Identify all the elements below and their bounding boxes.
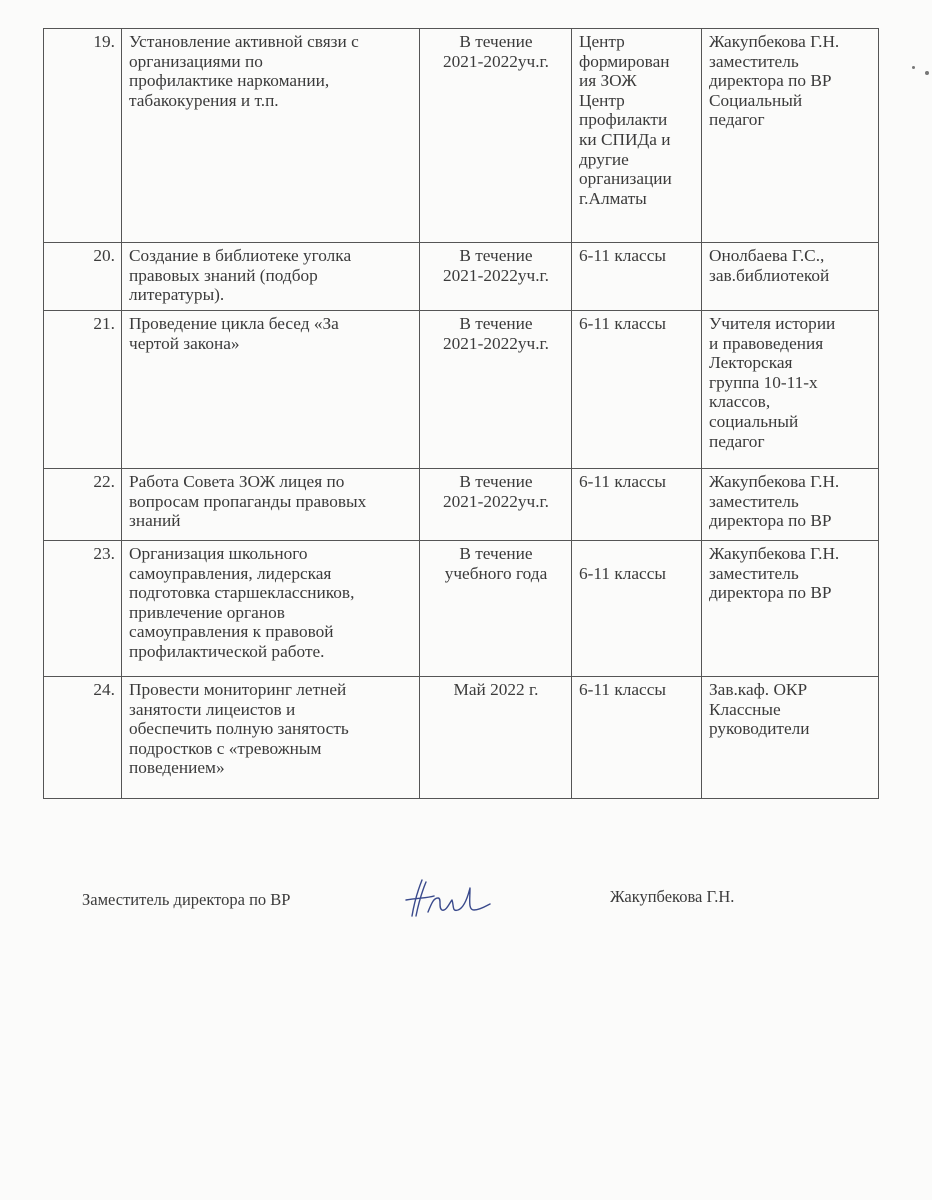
cell-line: организации [579,169,672,189]
participants-cell [572,29,702,243]
cell-line: Проведение цикла бесед «За [129,314,339,333]
activity-plan-table [43,28,879,799]
participants-cell [572,469,702,541]
term-cell [420,541,572,677]
cell-line: Центр [579,90,625,110]
cell-line: профилактике наркомании, [129,71,330,91]
cell-line: В течение [459,544,533,563]
row-number: 21. [44,311,122,469]
cell-line: В течение [459,472,533,491]
cell-line: учебного года [444,563,548,583]
cell-line: 6-11 классы [579,246,666,265]
activity-cell [122,311,420,469]
cell-line: 6-11 классы [579,472,666,491]
cell-line: руководители [709,719,810,739]
row-number: 20. [44,243,122,311]
cell-line: Жакупбекова Г.Н. [709,472,840,491]
scan-speck [912,66,915,69]
cell-line: подготовка старшеклассников, [129,583,355,603]
cell-line: педагог [709,431,765,451]
cell-line: Классные [709,699,781,719]
handwritten-signature [398,876,494,922]
cell-line: организациями по [129,51,263,71]
table-row [44,677,879,799]
cell-line: педагог [709,110,765,130]
cell-line: Жакупбекова Г.Н. [709,544,840,563]
cell-line: знаний [129,511,181,531]
cell-line: формирован [579,51,670,71]
cell-line: другие [579,149,629,169]
cell-line: В течение [459,314,533,333]
term-cell [420,469,572,541]
cell-line: литературы). [129,285,225,305]
responsible-cell [702,29,879,243]
cell-line: Социальный [709,90,803,110]
cell-line: социальный [709,411,799,431]
responsible-cell [702,311,879,469]
row-number: 24. [44,677,122,799]
cell-line: В течение [459,246,533,265]
participants-cell [572,311,702,469]
cell-line: привлечение органов [129,602,285,622]
cell-line: г.Алматы [579,188,647,208]
table-body [44,29,879,799]
cell-line: Провести мониторинг летней [129,680,347,699]
row-number: 22. [44,469,122,541]
cell-line: 6-11 классы [579,564,666,583]
cell-line: Лекторская [709,353,793,373]
row-number: 23. [44,541,122,677]
signature-block [0,880,932,930]
cell-line: Онолбаева Г.С., [709,246,825,265]
term-cell [420,29,572,243]
table-row [44,311,879,469]
cell-line: классов, [709,392,771,412]
cell-line: Установление активной связи с [129,32,359,51]
term-cell [420,677,572,799]
cell-line: Жакупбекова Г.Н. [709,32,840,51]
cell-line: ия ЗОЖ [579,71,637,91]
activity-cell [122,29,420,243]
cell-line: 2021-2022уч.г. [443,491,549,511]
cell-line: самоуправления к правовой [129,622,334,642]
participants-cell [572,243,702,311]
cell-line: обеспечить полную занятость [129,719,349,739]
cell-line: группа 10-11-х [709,372,818,392]
participants-cell [572,677,702,799]
cell-line: Работа Совета ЗОЖ лицея по [129,472,345,491]
cell-spacer [579,544,695,564]
cell-line: директора по ВР [709,511,832,531]
cell-line: заместитель [709,563,799,583]
table-row [44,469,879,541]
participants-cell [572,541,702,677]
responsible-cell [702,677,879,799]
cell-line: Центр [579,32,625,51]
cell-line: 6-11 классы [579,680,666,699]
cell-line: зав.библиотекой [709,265,830,285]
signatory-title: Заместитель директора по ВР [82,890,291,909]
cell-line: и правоведения [709,333,824,353]
cell-line: профилакти [579,110,668,130]
cell-line: профилактической работе. [129,641,325,661]
responsible-cell [702,243,879,311]
cell-line: Организация школьного [129,544,308,563]
cell-line: 2021-2022уч.г. [443,51,549,71]
cell-line: табакокурения и т.п. [129,90,279,110]
cell-line: ки СПИДа и [579,129,671,149]
responsible-cell [702,469,879,541]
term-cell [420,311,572,469]
cell-line: занятости лицеистов и [129,699,296,719]
table-row [44,29,879,243]
cell-line: 6-11 классы [579,314,666,333]
cell-line: Учителя истории [709,314,836,333]
activity-cell [122,541,420,677]
activity-cell [122,469,420,541]
activity-cell [122,243,420,311]
cell-line: Май 2022 г. [453,680,539,699]
cell-line: подростков с «тревожным [129,738,322,758]
term-cell [420,243,572,311]
cell-line: заместитель [709,491,799,511]
cell-line: директора по ВР [709,71,832,91]
cell-line: 2021-2022уч.г. [443,333,549,353]
cell-line: В течение [459,32,533,51]
cell-line: поведением» [129,758,225,778]
scan-speck [925,71,929,75]
cell-line: Зав.каф. ОКР [709,680,808,699]
cell-line: директора по ВР [709,583,832,603]
row-number: 19. [44,29,122,243]
activity-cell [122,677,420,799]
cell-line: 2021-2022уч.г. [443,265,549,285]
cell-line: правовых знаний (подбор [129,265,318,285]
cell-line: вопросам пропаганды правовых [129,491,367,511]
signatory-name: Жакупбекова Г.Н. [610,887,735,906]
responsible-cell [702,541,879,677]
table-row [44,243,879,311]
cell-line: заместитель [709,51,799,71]
table-row [44,541,879,677]
cell-line: чертой закона» [129,333,240,353]
cell-line: самоуправления, лидерская [129,563,332,583]
cell-line: Создание в библиотеке уголка [129,246,352,265]
